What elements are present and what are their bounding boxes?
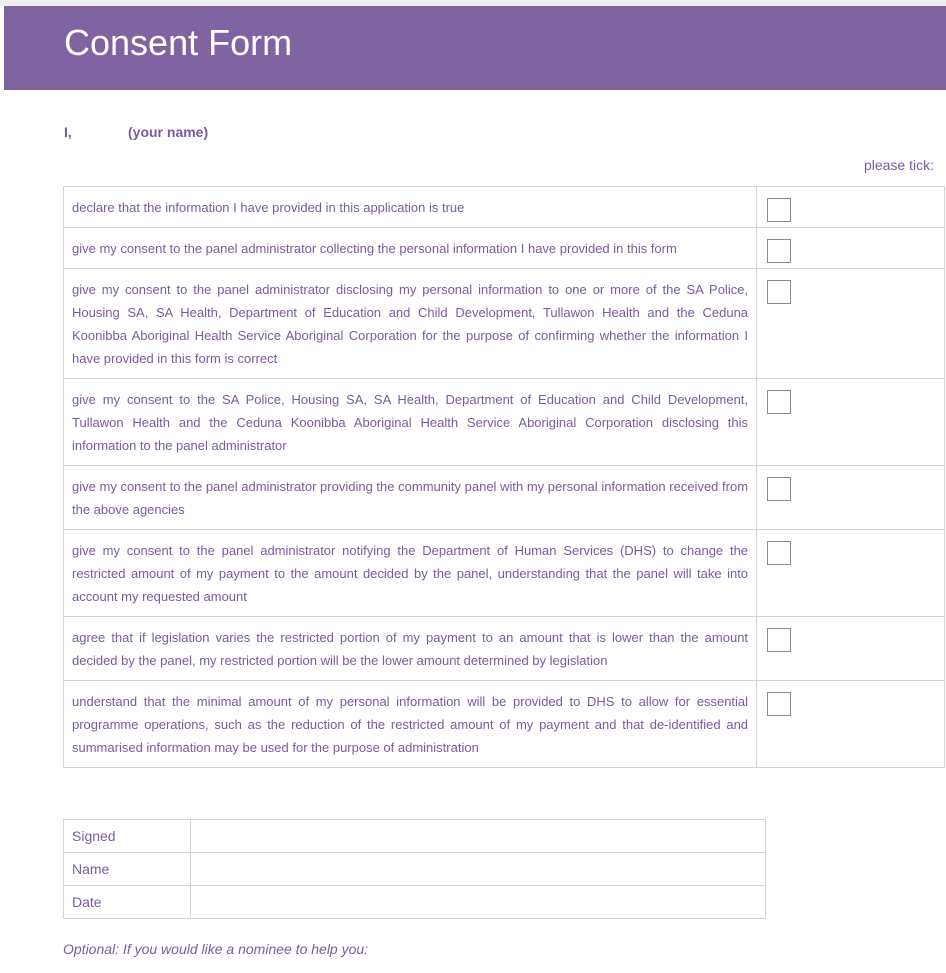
intro-pronoun: I, [64,124,72,140]
signature-row [64,853,766,886]
consent-row [64,466,945,530]
consent-checkbox[interactable] [767,692,791,716]
consent-row [64,379,945,466]
signature-table [63,819,766,919]
tick-cell [757,617,945,681]
consent-row [64,187,945,228]
optional-nominee-note: Optional: If you would like a nominee to help you: [63,941,369,957]
signature-row [64,886,766,919]
header-banner [4,6,946,90]
tick-cell [757,466,945,530]
signed-field[interactable] [191,820,766,853]
consent-statement: declare that the information I have provided in this application is true [64,187,757,228]
your-name-hint[interactable]: (your name) [128,124,209,140]
consent-statement: give my consent to the panel administrator collecting the personal information I have provided in this form [64,228,757,269]
consent-row [64,228,945,269]
consent-statement: understand that the minimal amount of my personal information will be provided to DHS to allow for essential programme operations, such as the reduction of the restricted amount of my payment and that de-identified and summarised information may be used for the purpose of administration [64,681,757,768]
consent-checkbox[interactable] [767,541,791,565]
consent-row [64,681,945,768]
consent-statement: give my consent to the panel administrator disclosing my personal information to one or more of the SA Police, Housing SA, SA Health, Department of Education and Child Development, Tullawon Health and the Ceduna Koonibba Aboriginal Health Service Aboriginal Corporation for the purpose of confirming whether the information I have provided in this form is correct [64,269,757,379]
date-field[interactable] [191,886,766,919]
tick-cell [757,681,945,768]
tick-cell [757,530,945,617]
consent-row [64,530,945,617]
name-label: Name [64,853,191,886]
consent-checkbox[interactable] [767,628,791,652]
tick-cell [757,379,945,466]
signed-label: Signed [64,820,191,853]
signature-row [64,820,766,853]
consent-checkbox[interactable] [767,198,791,222]
consent-statement: agree that if legislation varies the restricted portion of my payment to an amount that is lower than the amount decided by the panel, my restricted portion will be the lower amount determined by legislation [64,617,757,681]
page-title: Consent Form [64,22,293,63]
consent-checkbox[interactable] [767,239,791,263]
consent-row [64,617,945,681]
consent-table [63,186,945,768]
tick-instruction: please tick: [863,157,934,173]
consent-checkbox[interactable] [767,390,791,414]
consent-row [64,269,945,379]
consent-statement: give my consent to the SA Police, Housing SA, SA Health, Department of Education and Child Development, Tullawon Health and the Ceduna Koonibba Aboriginal Health Service Aboriginal Corporation disclosing this information to the panel administrator [64,379,757,466]
tick-cell [757,228,945,269]
name-field[interactable] [191,853,766,886]
tick-cell [757,269,945,379]
consent-checkbox[interactable] [767,477,791,501]
date-label: Date [64,886,191,919]
consent-checkbox[interactable] [767,280,791,304]
consent-statement: give my consent to the panel administrator notifying the Department of Human Services (DHS) to change the restricted amount of my payment to the amount decided by the panel, understanding that the panel will take into account my requested amount [64,530,757,617]
consent-statement: give my consent to the panel administrator providing the community panel with my personal information received from the above agencies [64,466,757,530]
tick-cell [757,187,945,228]
